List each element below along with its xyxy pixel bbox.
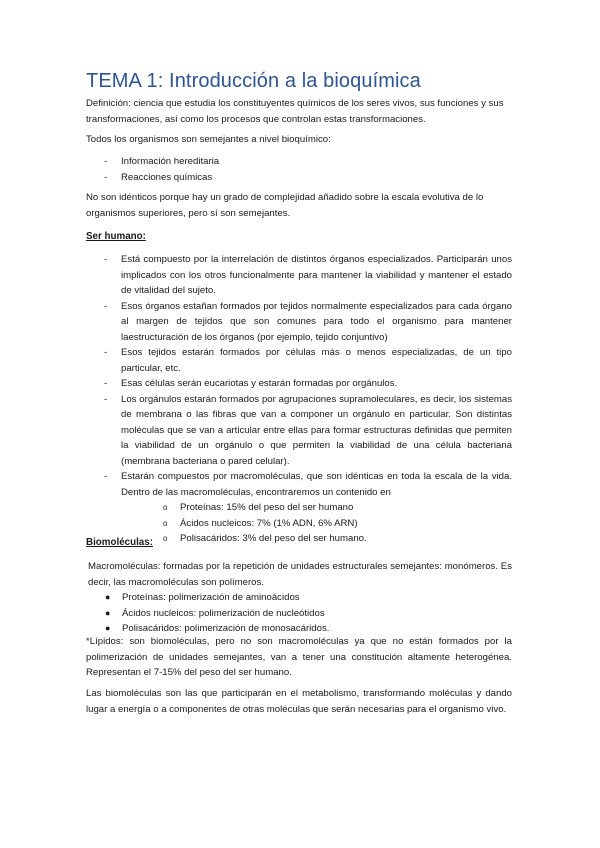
- list-item: - Está compuesto por la interrelación de distintos órganos especializados. Participarán unos implicados con los otros funcionalmente para mantener la viabilidad y mantener el estado de vitalidad del sujeto.: [104, 254, 512, 296]
- intro-list: [86, 154, 512, 185]
- bullet-marker: ●: [105, 592, 111, 602]
- ser-humano-list: [86, 252, 512, 547]
- sub-list-item: o Ácidos nucleicos: 7% (1% ADN, 6% ARN): [121, 516, 512, 532]
- page-title: TEMA 1: Introducción a la bioquímica: [86, 70, 421, 92]
- list-item: - Esas células serán eucariotas y estarán formadas por orgánulos.: [86, 376, 512, 392]
- list-item: - Estarán compuestos por macromoléculas, que son idénticas en toda la escala de la vida. Dentro de las macromoléculas, encontraremos un contenido en o Proteínas: 15% del peso del ser humano o Ácidos nucleicos: 7% (1% ADN, 6% ARN) o Polisacáridos: 3% del peso del ser humano.: [86, 469, 512, 547]
- definition-paragraph: Definición: ciencia que estudia los constituyentes químicos de los seres vivos, sus funciones y sus transformaciones, así como los procesos que controlan estas transformaciones.: [86, 98, 504, 125]
- biomoleculas-list: [86, 590, 516, 637]
- macromoleculas-paragraph: Macromoléculas: formadas por la repetición de unidades estructurales semejantes: monómeros. Es decir, las macromoléculas son polímeros.: [88, 561, 512, 588]
- macromolecule-sublist: [121, 500, 512, 547]
- list-item: - Información hereditaria: [86, 154, 512, 170]
- list-item: ● Ácidos nucleicos: polimerización de nucleótidos: [86, 606, 516, 622]
- sub-list-item: o Proteínas: 15% del peso del ser humano: [121, 500, 512, 516]
- bullet-marker: ●: [105, 607, 111, 618]
- bullet-marker: ●: [105, 623, 111, 633]
- lipidos-paragraph: *Lípidos: son biomoléculas, pero no son macromoléculas ya que no están formados por la polimerización de unidades semejantes, van a tener una constitución altamente heterogénea. Representan el 7-15% del peso del ser humano.: [86, 636, 512, 678]
- intro-paragraph: Todos los organismos son semejantes a nivel bioquímico:: [86, 134, 331, 145]
- ser-humano-heading: Ser humano:: [86, 231, 146, 242]
- dash-marker: -: [104, 471, 108, 482]
- complexity-paragraph: No son idénticos porque hay un grado de complejidad añadido sobre la escala evolutiva de lo organismos superiores, pero sí son semejantes.: [86, 192, 484, 219]
- dash-marker: -: [104, 300, 108, 312]
- dash-marker: -: [104, 156, 108, 167]
- list-item: ● Polisacáridos: polimerización de monosacáridos.: [86, 621, 516, 637]
- dash-marker: -: [104, 393, 108, 405]
- list-item: - Los orgánulos estarán formados por agrupaciones supramoleculares, es decir, los sistemas de membrana o las fibras que van a componer un orgánulo en particular. Son distintas moléculas que se van a articular entre ellas para formar estructuras definidas que permiten la viabilidad de un orgánulo o que permiten la viabilidad de una célula bacteriana (membrana bacteriana o pared celular).: [104, 393, 512, 467]
- dash-marker: -: [104, 378, 108, 389]
- biomoleculas-heading: Biomoléculas:: [86, 537, 153, 548]
- circle-marker: o: [163, 534, 168, 543]
- closing-paragraph: Las biomoléculas son las que participarán en el metabolismo, transformando moléculas y dando lugar a energía o a componentes de otras moléculas que serán necesarias para el organismo vivo.: [86, 688, 512, 715]
- circle-marker: o: [163, 503, 168, 512]
- dash-marker: -: [104, 171, 108, 183]
- list-item: - Esos tejidos estarán formados por células más o menos especializadas, de un tipo particular, etc.: [104, 347, 512, 374]
- dash-marker: -: [104, 347, 108, 358]
- list-item: - Reacciones químicas: [86, 170, 512, 186]
- circle-marker: o: [163, 518, 168, 528]
- list-item: - Esos órganos estañan formados por tejidos normalmente especializados para cada órgano al margen de tejidos que son comunes para todo el organismo para mantener laestructuración de los órganos (por ejemplo, tejido conjuntivo): [104, 300, 512, 343]
- dash-marker: -: [104, 254, 108, 265]
- sub-list-item: o Polisacáridos: 3% del peso del ser humano.: [121, 531, 512, 547]
- list-item: ● Proteínas: polimerización de aminoácidos: [86, 590, 516, 606]
